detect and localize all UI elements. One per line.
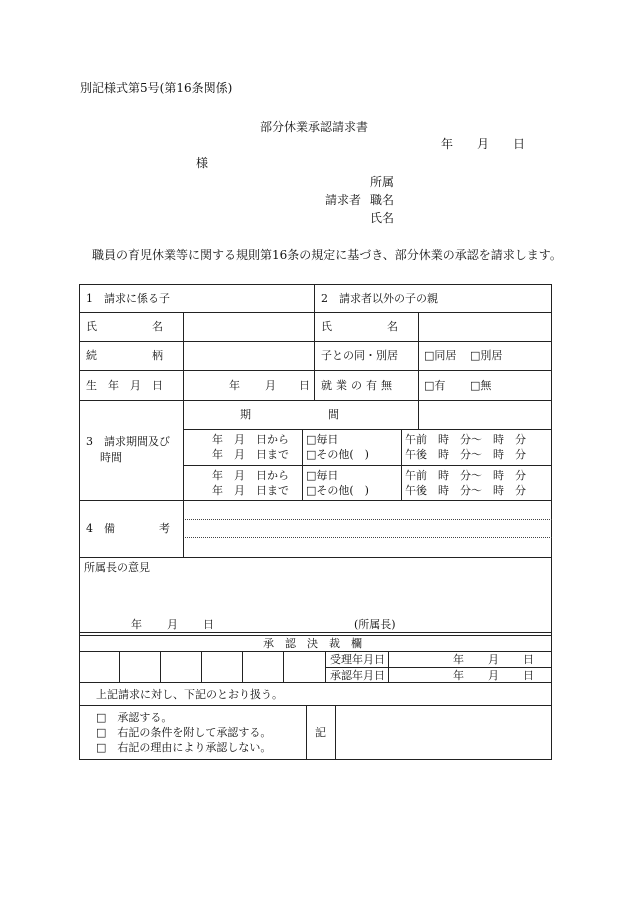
period1-other[interactable]: □その他( ) <box>306 448 369 461</box>
period2-pm: 午後 時 分～ 時 分 <box>405 484 526 497</box>
note-label: 記 <box>315 726 326 739</box>
approval-statement: 上記請求に対し、下記のとおり扱う。 <box>96 688 283 701</box>
employment-option-yes[interactable]: □有 <box>424 379 446 392</box>
received-date-day: 日 <box>523 653 534 666</box>
header-date-day: 日 <box>513 137 526 151</box>
period1-to: 年 月 日まで <box>212 448 289 461</box>
period1-pm: 午後 時 分～ 時 分 <box>405 448 526 461</box>
received-date-year: 年 <box>453 653 464 666</box>
period1-from: 年 月 日から <box>212 433 289 446</box>
approval-option-approve[interactable]: □ 承認する。 <box>96 711 173 724</box>
requester-affiliation: 所属 <box>370 175 395 189</box>
child-relation-label: 続 柄 <box>86 349 163 362</box>
director-date-year: 年 <box>131 618 142 631</box>
period2-am: 午前 時 分～ 時 分 <box>405 469 526 482</box>
header-date-year: 年 <box>441 137 454 151</box>
section1-title: 1 請求に係る子 <box>86 292 170 305</box>
approval-option-reject[interactable]: □ 右記の理由により承認しない。 <box>96 741 272 754</box>
employment-option-no[interactable]: □無 <box>470 379 492 392</box>
period2-to: 年 月 日まで <box>212 484 289 497</box>
cohabit-option-separate[interactable]: □別居 <box>470 349 503 362</box>
requester-name: 氏名 <box>370 211 395 225</box>
addressee-suffix: 様 <box>196 156 209 170</box>
header-date-month: 月 <box>477 137 490 151</box>
director-date-month: 月 <box>167 618 178 631</box>
requester-position: 職名 <box>370 193 395 207</box>
child-dob-month: 月 <box>265 379 276 392</box>
child-dob-year: 年 <box>229 379 240 392</box>
parent-name-label: 氏 名 <box>321 320 398 333</box>
approval-header: 承 認 決 裁 欄 <box>263 637 362 650</box>
period2-other[interactable]: □その他( ) <box>306 484 369 497</box>
document-title: 部分休業承認請求書 <box>260 120 369 134</box>
approved-date-month: 月 <box>488 669 499 682</box>
child-dob-day: 日 <box>299 379 310 392</box>
form-reference: 別記様式第5号(第16条関係) <box>80 81 233 95</box>
period2-daily[interactable]: □毎日 <box>306 469 339 482</box>
child-dob-label: 生 年 月 日 <box>86 379 163 392</box>
section3-title-line1: 3 請求期間及び <box>86 435 170 448</box>
director-date-day: 日 <box>203 618 214 631</box>
approved-date-day: 日 <box>523 669 534 682</box>
approved-date-year: 年 <box>453 669 464 682</box>
received-date-label: 受理年月日 <box>330 653 385 666</box>
employment-label: 就業の有無 <box>321 379 396 392</box>
section3-title-line2: 時間 <box>100 451 122 464</box>
period2-from: 年 月 日から <box>212 469 289 482</box>
period-header: 期 間 <box>240 408 339 421</box>
received-date-month: 月 <box>488 653 499 666</box>
director-sign: (所属長) <box>354 618 396 631</box>
child-name-label: 氏 名 <box>86 320 163 333</box>
director-opinion-label: 所属長の意見 <box>84 561 150 574</box>
requester-label: 請求者 <box>325 193 362 207</box>
cohabit-label: 子との同・別居 <box>321 349 398 362</box>
section2-title: 2 請求者以外の子の親 <box>321 292 438 305</box>
remarks-label: 4 備 考 <box>86 522 170 535</box>
period1-daily[interactable]: □毎日 <box>306 433 339 446</box>
period1-am: 午前 時 分～ 時 分 <box>405 433 526 446</box>
cohabit-option-together[interactable]: □同居 <box>424 349 457 362</box>
approved-date-label: 承認年月日 <box>330 669 385 682</box>
body-text: 職員の育児休業等に関する規則第16条の規定に基づき、部分休業の承認を請求します。 <box>92 248 562 262</box>
approval-option-conditional[interactable]: □ 右記の条件を附して承認する。 <box>96 726 272 739</box>
